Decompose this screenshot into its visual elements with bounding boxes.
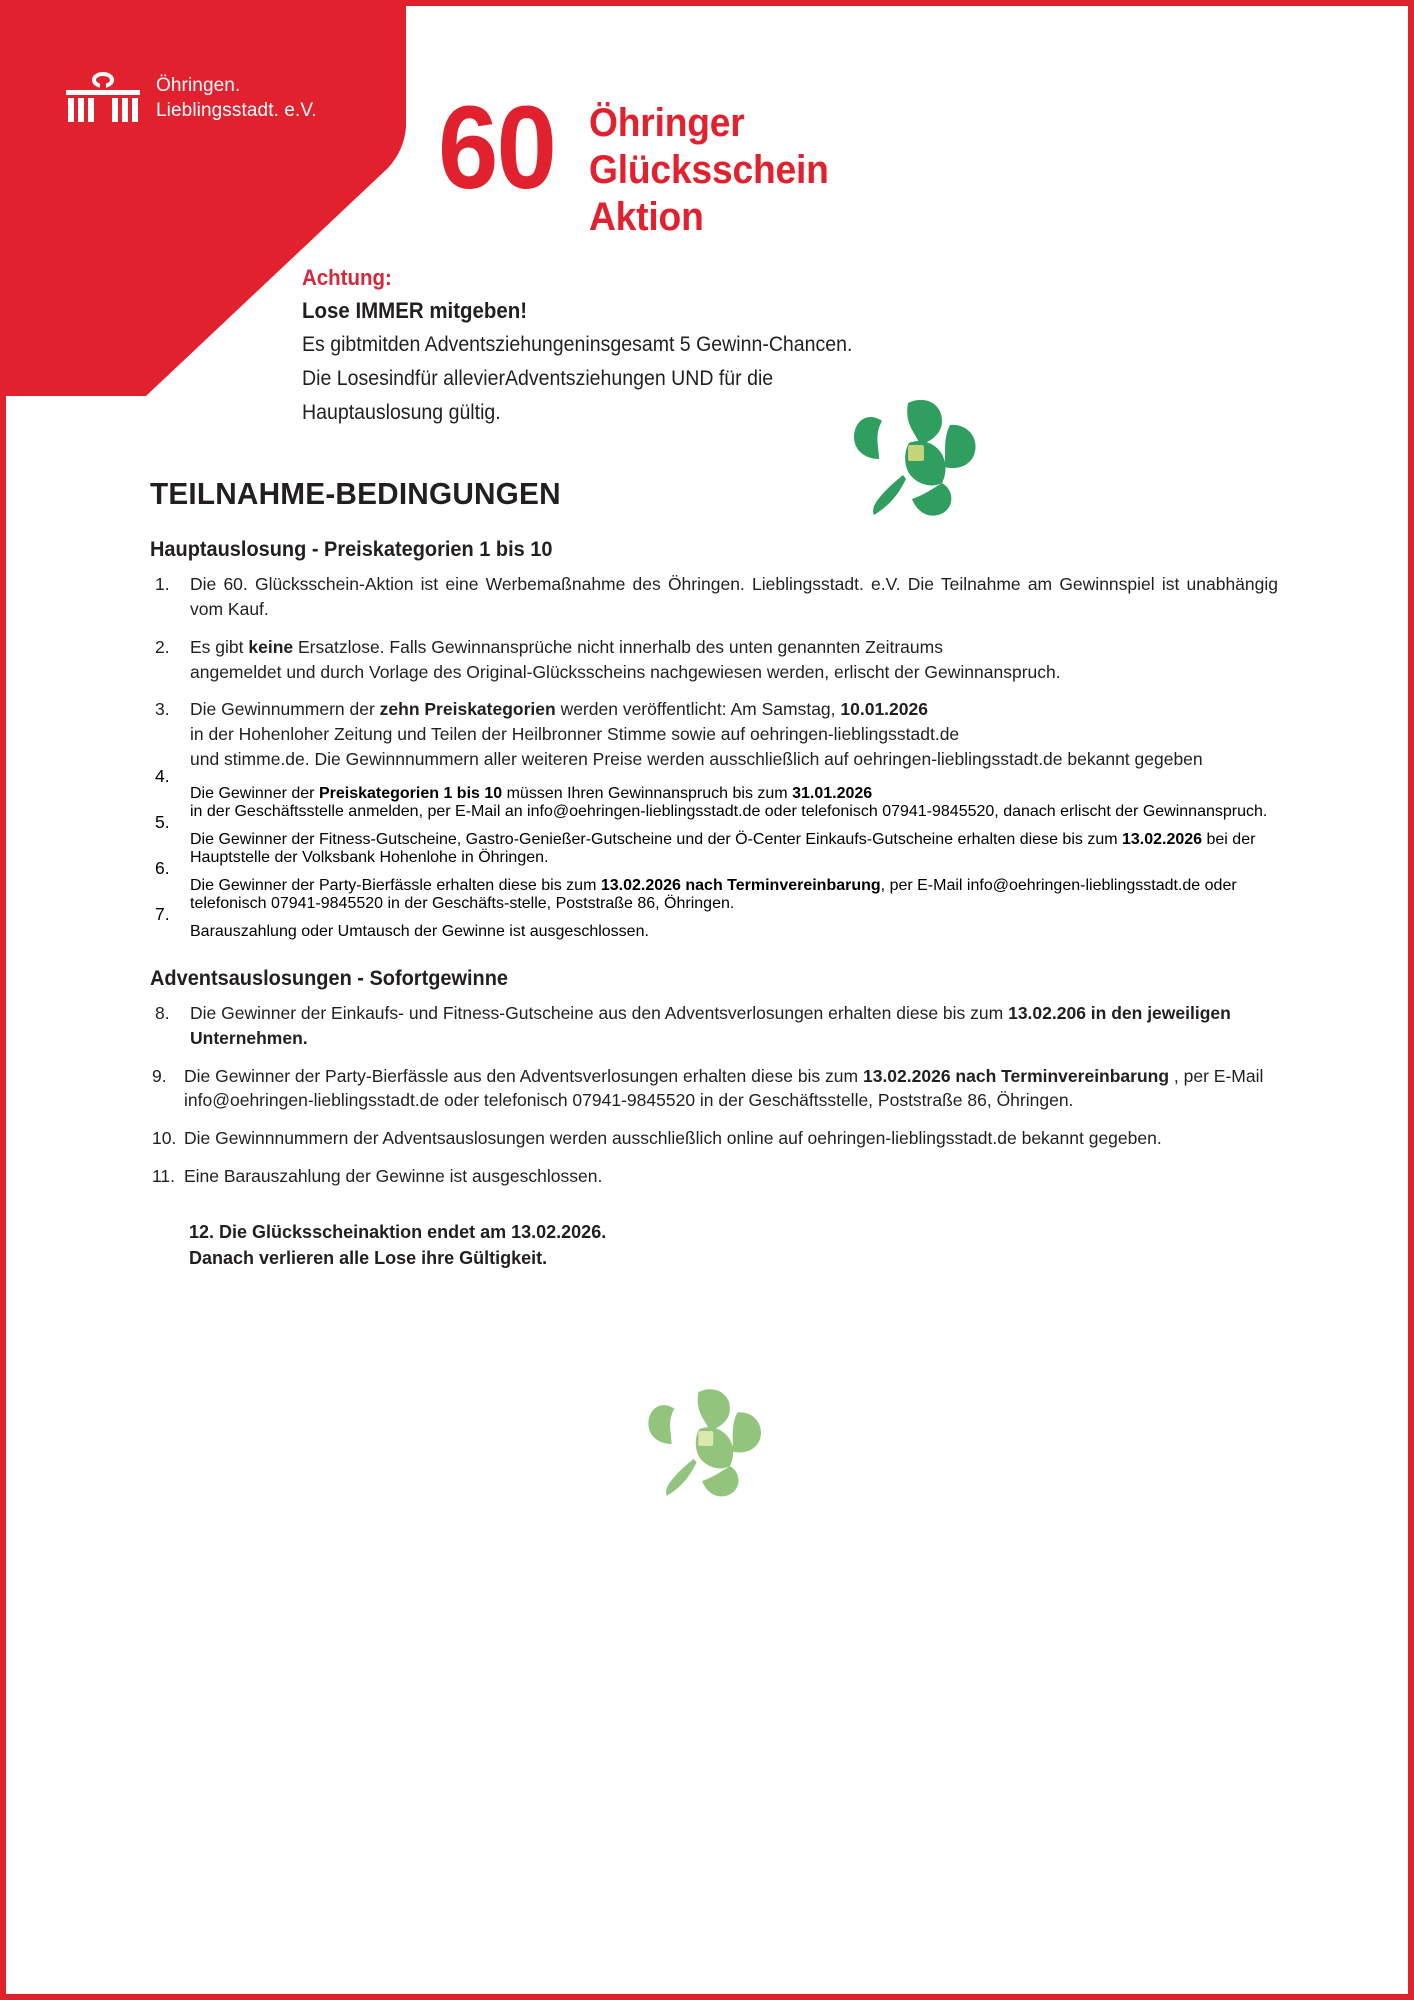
term-number: 9. bbox=[152, 1065, 167, 1086]
logo-line-2: Lieblingsstadt. e.V. bbox=[156, 100, 317, 121]
term-item bbox=[150, 1001, 1278, 1051]
term-item bbox=[150, 1126, 1278, 1151]
final-note-line-2: Danach verlieren alle Lose ihre Gültigkeit. bbox=[189, 1248, 548, 1269]
terms-list bbox=[150, 572, 1278, 941]
term-paragraph: Barauszahlung oder Umtausch der Gewinne ist ausgeschlossen. bbox=[190, 922, 649, 940]
attention-label: Achtung: bbox=[302, 265, 392, 290]
term-paragraph: angemeldet und durch Vorlage des Original-Glücksscheins nachgewiesen werden, erlischt der Gewinnanspruch. bbox=[190, 661, 1061, 682]
term-paragraph: Die Gewinner der Einkaufs- und Fitness-Gutscheine aus den Adventsverlosungen erhalten diese bis zum 13.02.206 in den jeweiligen Unternehmen. bbox=[190, 1002, 1231, 1048]
term-item bbox=[150, 765, 1278, 821]
term-item bbox=[150, 572, 1278, 622]
title-line-3: Aktion bbox=[589, 194, 704, 239]
term-item bbox=[150, 903, 1278, 941]
attention-line: Hauptauslosung gültig. bbox=[302, 401, 501, 425]
term-text bbox=[190, 785, 1278, 821]
term-number: 5. bbox=[155, 811, 170, 832]
term-paragraph: Die Gewinner der Party-Bierfässle aus den Adventsverlosungen erhalten diese bis zum 13.02.2026 nach Terminvereinbarung , per E-Mail info@oehringen-lieblingsstadt.de oder telefonisch 07941-9845520 in der Geschäftsstelle, Poststraße 86, Öhringen. bbox=[184, 1065, 1264, 1111]
logo-line-1: Öhringen. bbox=[156, 74, 241, 96]
term-text bbox=[184, 1126, 1278, 1151]
term-item bbox=[150, 697, 1278, 772]
term-text bbox=[190, 635, 1278, 685]
final-note-line-1: 12. Die Glücksscheinaktion endet am 13.02.2026. bbox=[189, 1221, 607, 1242]
term-text bbox=[190, 697, 1278, 772]
term-number: 8. bbox=[155, 1002, 170, 1023]
term-number: 1. bbox=[155, 574, 170, 594]
poster-title-block bbox=[438, 82, 847, 240]
term-text bbox=[184, 1164, 1278, 1189]
brand-logo bbox=[64, 72, 317, 124]
edition-number: 60 bbox=[438, 82, 556, 214]
attention-bold-line: Lose IMMER mitgeben! bbox=[302, 298, 528, 323]
section-adventsauslosungen bbox=[150, 967, 1278, 1189]
attention-line: Es gibtmitden Adventsziehungeninsgesamt 5 Gewinn-Chancen. bbox=[302, 333, 853, 357]
term-number: 11. bbox=[152, 1166, 176, 1187]
four-leaf-clover-icon bbox=[641, 1381, 766, 1506]
gate-landmark-icon bbox=[64, 72, 142, 124]
term-text bbox=[190, 877, 1278, 913]
logo-wordmark bbox=[156, 73, 317, 123]
term-item bbox=[150, 1164, 1278, 1189]
term-number: 2. bbox=[155, 636, 170, 657]
term-text bbox=[190, 831, 1278, 867]
terms-heading: TEILNAHME-BEDINGUNGEN bbox=[150, 476, 561, 511]
term-number: 4. bbox=[155, 765, 170, 786]
final-note bbox=[189, 1219, 1278, 1271]
title-line-2: Glücksschein bbox=[589, 147, 829, 192]
term-paragraph: Die Gewinner der Fitness-Gutscheine, Gastro-Genießer-Gutscheine und der Ö-Center Einkaufs-Gutscheine erhalten diese bis zum 13.02.2026 bei der Hauptstelle der Volksbank Hohenlohe in Öhringen. bbox=[190, 830, 1256, 866]
term-paragraph: Die 60. Glücksschein-Aktion ist eine Werbemaßnahme des Öhringen. Lieblingsstadt. e.V. Die Teilnahme am Gewinnspiel ist unabhängig vom Kauf. bbox=[190, 574, 1278, 619]
term-number: 6. bbox=[155, 857, 170, 878]
terms-body bbox=[150, 476, 1278, 1271]
term-text bbox=[190, 1001, 1278, 1051]
term-item bbox=[150, 857, 1278, 913]
term-item bbox=[150, 1064, 1278, 1114]
term-number: 10. bbox=[152, 1128, 177, 1149]
term-item bbox=[150, 635, 1278, 685]
title-line-1: Öhringer bbox=[589, 101, 745, 145]
term-number: 3. bbox=[155, 699, 170, 720]
section-heading: Adventsauslosungen - Sofortgewinne bbox=[150, 966, 509, 990]
term-paragraph: in der Hohenloher Zeitung und Teilen der Heilbronner Stimme sowie auf oehringen-lieblingsstadt.de bbox=[190, 724, 960, 745]
attention-line: Die Losesindfür allevierAdventsziehungen UND für die bbox=[302, 367, 774, 391]
term-paragraph: Die Gewinnummern der zehn Preiskategorien werden veröffentlicht: Am Samstag, 10.01.2026 bbox=[190, 699, 928, 720]
term-paragraph: Eine Barauszahlung der Gewinne ist ausgeschlossen. bbox=[184, 1166, 603, 1187]
term-text bbox=[184, 1064, 1278, 1114]
term-number: 7. bbox=[155, 903, 170, 924]
term-paragraph: Die Gewinnnummern der Adventsauslosungen werden ausschließlich online auf oehringen-lieblingsstadt.de bekannt gegeben. bbox=[184, 1128, 1162, 1149]
page-title bbox=[589, 94, 829, 240]
term-text bbox=[190, 923, 1278, 941]
term-paragraph: Die Gewinner der Preiskategorien 1 bis 10 müssen Ihren Gewinnanspruch bis zum 31.01.2026 bbox=[190, 784, 873, 802]
section-heading: Hauptauslosung - Preiskategorien 1 bis 10 bbox=[150, 538, 553, 561]
term-paragraph: in der Geschäftsstelle anmelden, per E-Mail an info@oehringen-lieblingsstadt.de oder telefonisch 07941-9845520, danach erlischt der Gewinnanspruch. bbox=[190, 802, 1268, 820]
term-paragraph: Die Gewinner der Party-Bierfässle erhalten diese bis zum 13.02.2026 nach Terminvereinbarung, per E-Mail info@oehringen-lieblingsstadt.de oder telefonisch 07941-9845520 in der Geschäfts-stelle, Poststraße 86, Öhringen. bbox=[190, 876, 1237, 912]
term-paragraph: Es gibt keine Ersatzlose. Falls Gewinnansprüche nicht innerhalb des unten genannten Zeitraums bbox=[190, 636, 943, 657]
term-text bbox=[190, 572, 1278, 622]
term-paragraph: und stimme.de. Die Gewinnnummern aller weiteren Preise werden ausschließlich auf oehringen-lieblingsstadt.de bekannt gegeben bbox=[190, 749, 1203, 770]
section-hauptauslosung bbox=[150, 538, 1278, 941]
attention-notice bbox=[302, 261, 1002, 430]
terms-list bbox=[150, 1001, 1278, 1189]
